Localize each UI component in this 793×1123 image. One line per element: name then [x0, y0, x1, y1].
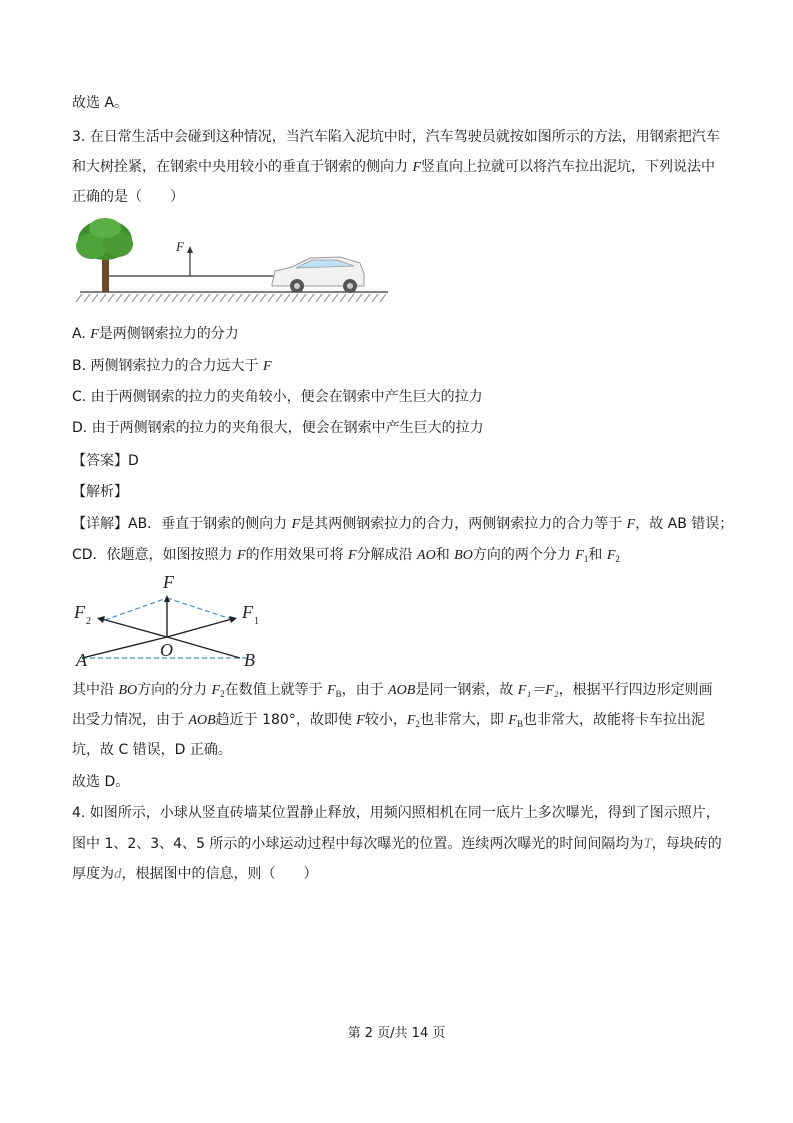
conclusion-line: 故选 D。 [72, 774, 130, 790]
question-3-line-2: 和大树拴紧，在钢索中央用较小的垂直于钢索的侧向力 F竖直向上拉就可以将汽车拉出泥坑，下列说法中 [72, 159, 716, 175]
question-3-line-1: 3. 在日常生活中会碰到这种情况，当汽车陷入泥坑中时，汽车驾驶员就按如图所示的方法，用钢索把汽车 [72, 129, 720, 145]
explanation-line-1: 其中沿 BO方向的分力 $F_2$在数值上就等于 $F_B$，由于 AOB是同一钢索，故 F₁＝F₂，根据平行四边形定则画 [72, 682, 713, 699]
analysis-label: 【解析】 [72, 484, 128, 500]
explanation-line-2: 出受力情况，由于 AOB趋近于 180°，故即使 F较小，$F_2$也非常大，即 $F_B$也非常大，故能将卡车拉出泥 [72, 712, 705, 729]
question-4-line-2: 图中 1、2、3、4、5 所示的小球运动过程中每次曝光的位置。连续两次曝光的时间间隔均为T，每块砖的 [72, 836, 722, 852]
text-line: 故选 A。 [72, 95, 129, 111]
detail-line-1: 【详解】AB．垂直于钢索的侧向力 F是其两侧钢索拉力的合力，两侧钢索拉力的合力等于 F，故 AB 错误； [72, 516, 734, 532]
force-label: F [176, 239, 184, 254]
detail-line-2: CD．依题意，如图按照力 F的作用效果可将 F分解成沿 AO和 BO方向的两个分力 $F_1$和 $F_2$ [72, 547, 620, 564]
tree-icon [76, 218, 133, 292]
question-4-line-3: 厚度为d，根据图中的信息，则（ ） [72, 866, 318, 882]
explanation-line-3: 坑，故 C 错误，D 正确。 [72, 742, 232, 758]
label-a: A [76, 650, 87, 670]
label-f1-sub: 1 [254, 616, 259, 627]
option-c: C. 由于两侧钢索的拉力的夹角较小，便会在钢索中产生巨大的拉力 [72, 389, 483, 405]
label-o: O [160, 640, 173, 660]
label-f2-sub: 2 [86, 616, 91, 627]
option-a: A. F是两侧钢索拉力的分力 [72, 326, 239, 342]
label-f1: F [242, 602, 253, 622]
force-decomposition-diagram [72, 570, 272, 670]
page-footer: 第 2 页/共 14 页 [347, 1026, 446, 1041]
car-icon [272, 257, 364, 293]
option-d: D. 由于两侧钢索的拉力的夹角很大，便会在钢索中产生巨大的拉力 [72, 420, 484, 436]
option-b: B. 两侧钢索拉力的合力远大于 F [72, 358, 272, 374]
question-4-line-1: 4. 如图所示，小球从竖直砖墙某位置静止释放，用频闪照相机在同一底片上多次曝光，得到了图示照片， [72, 805, 720, 821]
answer-label: 【答案】D [72, 453, 139, 469]
label-b: B [244, 650, 255, 670]
label-f: F [163, 572, 174, 592]
car-tree-diagram [72, 218, 392, 310]
question-3-line-3: 正确的是（ ） [72, 189, 184, 205]
label-f2: F [74, 602, 85, 622]
